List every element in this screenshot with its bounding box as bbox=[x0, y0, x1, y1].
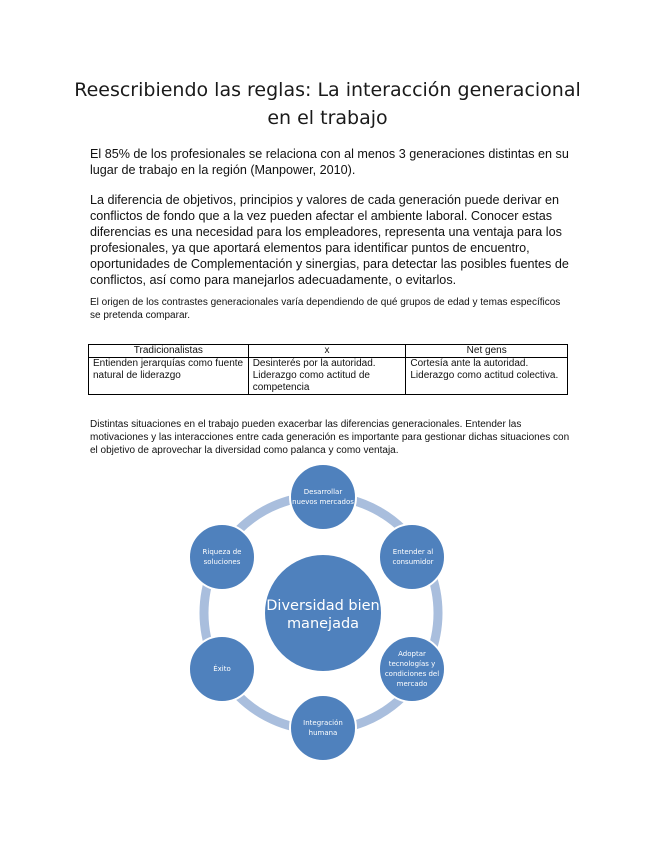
intro-paragraph: El 85% de los profesionales se relaciona con al menos 3 generaciones distintas en su lugar de trabajo en la región (Manpower, 2010). bbox=[90, 147, 569, 177]
node-label-riqueza: Riqueza de soluciones bbox=[202, 548, 242, 566]
node-label-entender: Entender al consumidor bbox=[392, 548, 434, 566]
page-title: Reescribiendo las reglas: La interacción generacional en el trabajo bbox=[74, 79, 581, 129]
table-header: Net gens bbox=[406, 345, 568, 358]
table-cell: Cortesía ante la autoridad. Liderazgo como actitud colectiva. bbox=[406, 358, 568, 395]
situations-paragraph: Distintas situaciones en el trabajo pueden exacerbar las diferencias generacionales. Entender las motivaciones y las interacciones entre cada generación es importante para gestionar dichas situaciones con el objetivo de aprovechar la diversidad como palanca y como ventaja. bbox=[90, 419, 570, 456]
node-label-desarrollar: Desarrollar nuevos mercados bbox=[292, 488, 354, 506]
node-label-integracion: Integración humana bbox=[303, 719, 343, 737]
center-label: Diversidad bien manejada bbox=[266, 598, 380, 632]
table-header: x bbox=[248, 345, 406, 358]
node-label-adoptar: Adoptar tecnologías y condiciones del mercado bbox=[384, 650, 440, 688]
body-paragraph: La diferencia de objetivos, principios y valores de cada generación puede derivar en conflictos de fondo que a la vez pueden afectar el ambiente laboral. Conocer estas diferencias es una necesidad para los empleadores, representa una ventaja para los profesionales, ya que aportará elementos para identificar puntos de encuentro, oportunidades de Complementación y sinergias, para detectar las posibles fuentes de conflictos, así como para manejarlos adecuadamente, o evitarlos. bbox=[90, 193, 569, 287]
contrast-paragraph: El origen de los contrastes generacionales varía dependiendo de qué grupos de edad y temas específicos se pretenda comparar. bbox=[90, 297, 561, 321]
table-header: Tradicionalistas bbox=[89, 345, 249, 358]
node-label-exito: Éxito bbox=[213, 665, 231, 673]
table-cell: Entienden jerarquías como fuente natural de liderazgo bbox=[89, 358, 249, 395]
table-cell: Desinterés por la autoridad. Liderazgo como actitud de competencia bbox=[248, 358, 406, 395]
